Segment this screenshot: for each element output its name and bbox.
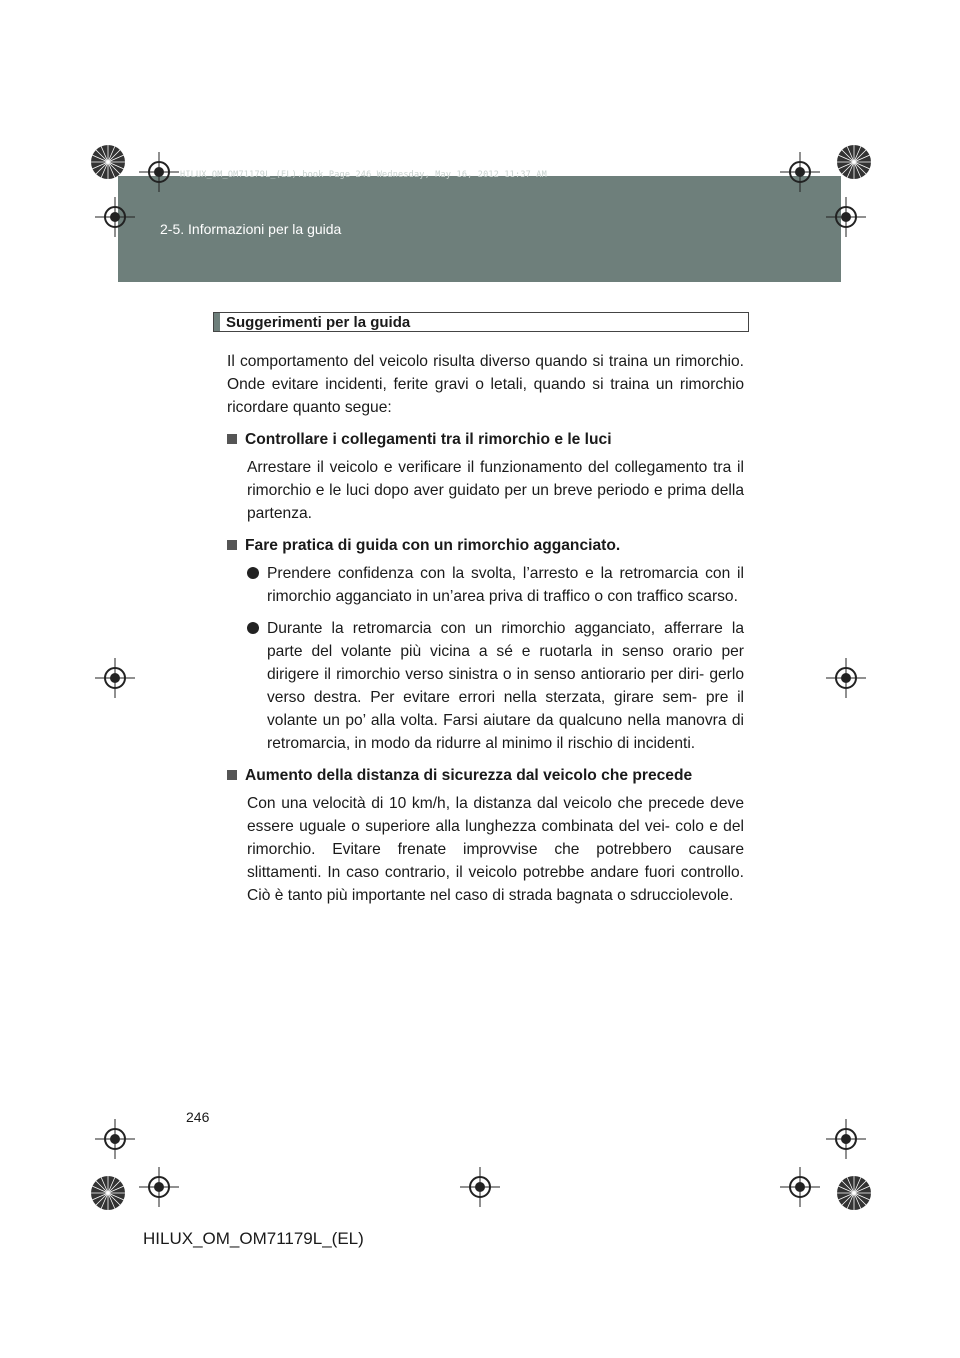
crosshair-icon: [95, 1119, 135, 1159]
crosshair-icon: [780, 152, 820, 192]
section-heading-1: Controllare i collegamenti tra il rimorchio e le luci: [227, 428, 744, 451]
list-item: Durante la retromarcia con un rimorchio agganciato, afferrare la parte del volante più vicina a sé e ruotarla in senso orario per dirigere il rimorchio verso sinistra o in senso antiorario per diri- gerlo verso destra. Per evitare errori nella sterzata, girare sem- pre il volante un po’ alla volta. Farsi aiutare da qualcuno nella manovra di retromarcia, in modo da ridurre al minimo il rischio di incidenti.: [227, 617, 744, 755]
list-item: Prendere confidenza con la svolta, l’arresto e la retromarcia con il rimorchio agganciato in un’area priva di traffico o con traffico scarso.: [227, 562, 744, 608]
section-title: 2-5. Informazioni per la guida: [160, 221, 342, 237]
square-bullet-icon: [227, 434, 237, 444]
crosshair-icon: [826, 658, 866, 698]
body-text: [227, 350, 744, 916]
crosshair-icon: [95, 658, 135, 698]
square-bullet-icon: [227, 770, 237, 780]
starburst-target-icon: [836, 144, 872, 180]
crosshair-icon: [460, 1167, 500, 1207]
starburst-target-icon: [836, 1175, 872, 1211]
crosshair-icon: [95, 197, 135, 237]
starburst-target-icon: [90, 144, 126, 180]
round-bullet-icon: [247, 562, 267, 608]
intro-paragraph: Il comportamento del veicolo risulta diverso quando si traina un rimorchio. Onde evitare incidenti, ferite gravi o letali, quando si traina un rimorchio ricordare quanto segue:: [227, 353, 744, 416]
section-text-3: Con una velocità di 10 km/h, la distanza dal veicolo che precede deve essere uguale o superiore alla lunghezza combinata del vei- colo e del rimorchio. Evitare frenate improvvise che potrebbero causare slittamenti. In caso contrario, il veicolo potrebbe andare fuori controllo. Ciò è tanto più importante nel caso di strada bagnata o sdrucciolevole.: [247, 795, 744, 904]
crosshair-icon: [139, 152, 179, 192]
crosshair-icon: [826, 1119, 866, 1159]
book-info-stamp: HILUX_OM_OM71179L_(EL).book Page 246 Wednesday, May 16, 2012 11:37 AM: [180, 170, 547, 180]
section-heading-2: Fare pratica di guida con un rimorchio agganciato.: [227, 534, 744, 557]
heading-accent-bar: [214, 313, 220, 331]
crosshair-icon: [826, 197, 866, 237]
starburst-target-icon: [90, 1175, 126, 1211]
page-number: 246: [186, 1109, 210, 1125]
crosshair-icon: [780, 1167, 820, 1207]
section-heading-3: Aumento della distanza di sicurezza dal veicolo che precede: [227, 764, 744, 787]
round-bullet-icon: [247, 617, 267, 755]
square-bullet-icon: [227, 540, 237, 550]
tips-heading: Suggerimenti per la guida: [226, 314, 411, 331]
crosshair-icon: [139, 1167, 179, 1207]
section-text-1: Arrestare il veicolo e verificare il funzionamento del collegamento tra il rimorchio e le luci dopo aver guidato per un breve periodo e prima della partenza.: [247, 459, 744, 522]
footer-code: HILUX_OM_OM71179L_(EL): [143, 1229, 364, 1248]
tips-heading-box: [213, 312, 749, 332]
